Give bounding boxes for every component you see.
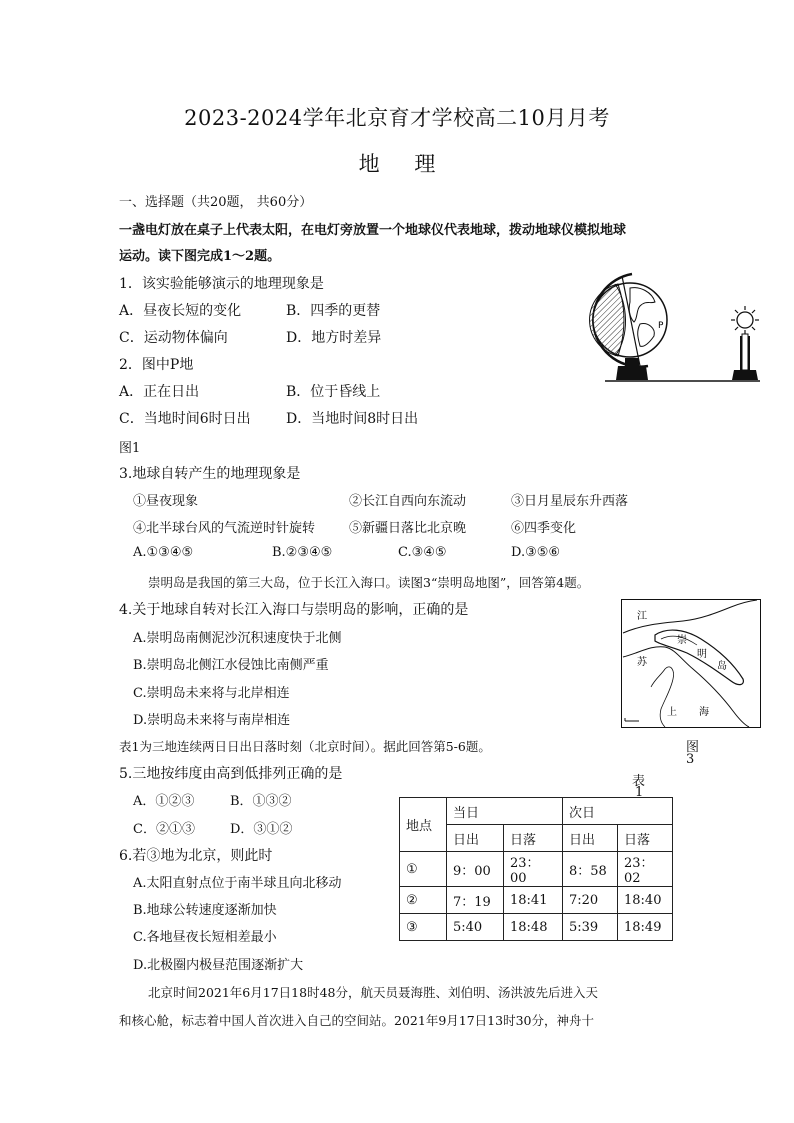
header-sunrise: 日出 [447, 825, 504, 852]
statement-1: ①昼夜现象 [133, 494, 199, 509]
option-c: C．②①③ [133, 822, 195, 837]
sunrise-sunset-table [399, 797, 673, 941]
label-jiang: 江 [637, 611, 647, 622]
option-d: D.③⑤⑥ [511, 545, 561, 560]
sunset-day2: 18:49 [618, 914, 673, 941]
statement-5: ⑤新疆日落比北京晚 [349, 521, 467, 536]
sunrise-day1: 7：19 [447, 887, 504, 914]
statement-2: ②长江自西向东流动 [349, 494, 467, 509]
sunrise-day1: 5:40 [447, 914, 504, 941]
passage-line: 北京时间2021年6月17日18时48分，航天员聂海胜、刘伯明、汤洪波先后进入天 [148, 985, 598, 1000]
option-c: C.各地昼夜长短相差最小 [133, 930, 277, 945]
figure-caption: 图1 [119, 441, 141, 456]
option-a: A.崇明岛南侧泥沙沉积速度快于北侧 [133, 631, 342, 646]
intro-line: 一盏电灯放在桌子上代表太阳，在电灯旁放置一个地球仪代表地球，拨动地球仪模拟地球 [119, 223, 627, 238]
header-sunrise: 日出 [563, 825, 618, 852]
option-b: B．位于昏线上 [286, 384, 381, 400]
sunrise-day1: 9：00 [447, 852, 504, 887]
option-a: A．正在日出 [119, 384, 200, 400]
chongming-island-map [621, 599, 762, 729]
sunrise-day2: 7:20 [563, 887, 618, 914]
option-a: A．①②③ [133, 794, 195, 809]
passage-line: 和核心舱，标志着中国人首次进入自己的空间站。2021年9月17日13时30分，神舟十 [119, 1013, 594, 1028]
option-c: C．运动物体偏向 [119, 330, 228, 346]
row-place: ② [400, 887, 447, 914]
question-stem: 4.关于地球自转对长江入海口与崇明岛的影响，正确的是 [119, 602, 469, 618]
sunset-day2: 18:40 [618, 887, 673, 914]
sunset-day1: 23：00 [504, 852, 563, 887]
option-b: B．①③② [230, 794, 292, 809]
p-point-label: P [658, 321, 664, 331]
option-c: C.③④⑤ [398, 545, 447, 560]
option-d: D．③①② [230, 822, 293, 837]
label-hai: 海 [699, 707, 709, 718]
option-a: A．昼夜长短的变化 [119, 303, 242, 319]
question-stem: 3.地球自转产生的地理现象是 [119, 466, 301, 482]
question-stem: 5.三地按纬度由高到低排列正确的是 [119, 766, 343, 782]
option-b: B.地球公转速度逐渐加快 [133, 903, 277, 918]
globe-lamp-figure [570, 262, 770, 386]
sunrise-day2: 8：58 [563, 852, 618, 887]
figure3-caption-number: 3 [686, 752, 695, 767]
intro-line: 崇明岛是我国的第三大岛，位于长江入海口。读图3“崇明岛地图”，回答第4题。 [148, 575, 590, 590]
row-place: ① [400, 852, 447, 887]
question-stem: 2．图中P地 [119, 357, 194, 373]
question-stem: 1．该实验能够演示的地理现象是 [119, 276, 324, 292]
sunset-day1: 18:41 [504, 887, 563, 914]
table-row [400, 852, 673, 887]
exam-title: 2023-2024学年北京育才学校高二10月月考 [184, 106, 610, 130]
option-d: D．当地时间8时日出 [286, 411, 419, 427]
option-a: A.太阳直射点位于南半球且向北移动 [133, 876, 342, 891]
section-heading: 一、选择题（共20题， 共60分） [119, 195, 313, 210]
table-caption: 表 [632, 774, 646, 789]
table-caption-number: 1 [635, 785, 644, 800]
label-ming: 明 [697, 649, 707, 660]
intro-line: 表1为三地连续两日日出日落时刻（北京时间）。据此回答第5-6题。 [119, 739, 491, 754]
header-day1: 当日 [447, 798, 563, 825]
option-d: D．地方时差异 [286, 330, 382, 346]
figure3-caption: 图 [686, 740, 700, 755]
label-su: 苏 [637, 657, 647, 668]
exam-subject: 地 理 [358, 152, 436, 176]
question-stem: 6.若③地为北京，则此时 [119, 848, 273, 864]
table-row [400, 887, 673, 914]
statement-4: ④北半球台风的气流逆时针旋转 [133, 521, 316, 536]
sunset-day1: 18:48 [504, 914, 563, 941]
statement-3: ③日月星辰东升西落 [511, 494, 629, 509]
intro-line: 运动。读下图完成1～2题。 [119, 249, 281, 264]
sunset-day2: 23：02 [618, 852, 673, 887]
header-sunset: 日落 [504, 825, 563, 852]
header-sunset: 日落 [618, 825, 673, 852]
row-place: ③ [400, 914, 447, 941]
sunrise-day2: 5:39 [563, 914, 618, 941]
option-b: B.崇明岛北侧江水侵蚀比南侧严重 [133, 658, 329, 673]
option-b: B.②③④⑤ [272, 545, 333, 560]
statement-6: ⑥四季变化 [511, 521, 577, 536]
header-place: 地点 [400, 798, 447, 852]
label-chong: 崇 [677, 635, 687, 646]
option-c: C．当地时间6时日出 [119, 411, 251, 427]
option-d: D.崇明岛未来将与南岸相连 [133, 713, 291, 728]
header-day2: 次日 [563, 798, 673, 825]
label-dao: 岛 [717, 661, 727, 672]
option-b: B．四季的更替 [286, 303, 381, 319]
option-c: C.崇明岛未来将与北岸相连 [133, 686, 290, 701]
option-a: A.①③④⑤ [133, 545, 194, 560]
table-row [400, 914, 673, 941]
label-shang: 上 [667, 707, 677, 718]
option-d: D.北极圈内极昼范围逐渐扩大 [133, 958, 304, 973]
